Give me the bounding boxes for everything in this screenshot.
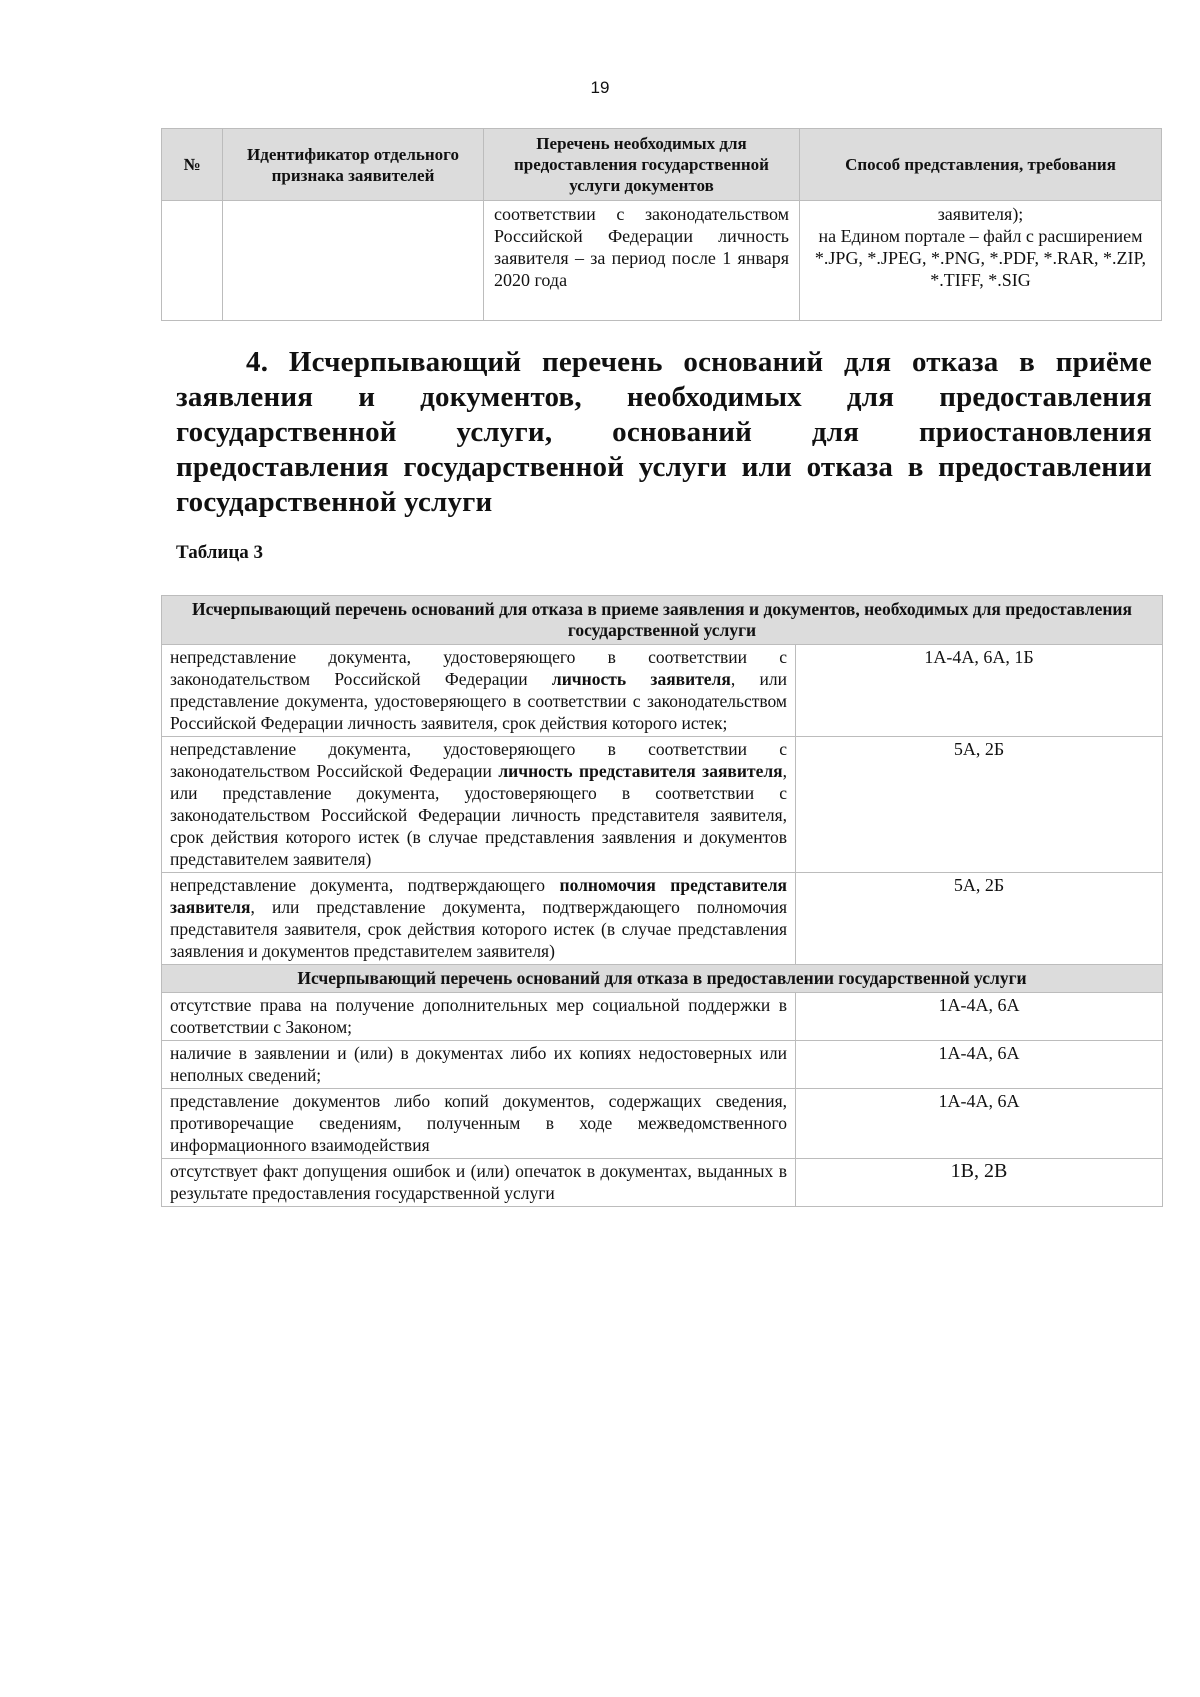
applicant-codes: 1В, 2В [796,1159,1163,1207]
ground-text: отсутствует факт допущения ошибок и (или) опечаток в документах, выданных в результате предоставления государственной услуги [162,1159,796,1207]
applicant-codes: 1А-4А, 6А [796,993,1163,1041]
table-header-row [162,129,1162,201]
ground-text: наличие в заявлении и (или) в документах либо их копиях недостоверных или неполных сведений; [162,1041,796,1089]
ground-text-part: непредставление документа, удостоверяющего в соответствии с законодательством Российской Федерации [170,739,787,781]
table-row [162,201,1162,321]
group-header-row [162,596,1163,645]
table-row [162,1041,1163,1089]
ground-text-part: , или представление документа, подтверждающего полномочия представителя заявителя, срок действия которого истек (в случае представления заявления и документов представителем заявителя) [170,897,787,961]
cell-identifier [223,201,484,321]
table-row [162,873,1163,965]
table-row [162,1089,1163,1159]
group-title-acceptance-refusal: Исчерпывающий перечень оснований для отказа в приеме заявления и документов, необходимых для предоставления государственной услуги [162,596,1163,645]
ground-text: отсутствие права на получение дополнительных мер социальной поддержки в соответствии с Законом; [162,993,796,1041]
ground-text [162,645,796,737]
section-heading: 4. Исчерпывающий перечень оснований для отказа в приёме заявления и документов, необходимых для предоставления государственной услуги, оснований для приостановления предоставления государственной услуги или отказа в предоставлении государственной услуги [176,346,1152,518]
applicant-codes: 1А-4А, 6А, 1Б [796,645,1163,737]
table-row [162,1159,1163,1207]
ground-text: представление документов либо копий документов, содержащих сведения, противоречащие сведениям, полученным в ходе межведомственного информационного взаимодействия [162,1089,796,1159]
ground-text-part: , или представление документа, удостоверяющего в соответствии с законодательством Российской Федерации личность заявителя, срок действия которого истек; [170,669,787,733]
ground-text-part: непредставление документа, подтверждающего [170,875,560,895]
refusal-grounds-table [161,595,1163,1207]
table-label: Таблица 3 [176,542,264,563]
page-number: 19 [590,78,610,97]
table-row [162,737,1163,873]
header-identifier: Идентификатор отдельного признака заявителей [223,129,484,201]
applicant-codes: 5А, 2Б [796,873,1163,965]
header-number: № [162,129,223,201]
ground-text-part: непредставление документа, удостоверяющего в соответствии с законодательством Российской Федерации [170,647,787,689]
group-header-row [162,965,1163,993]
ground-text-bold: полномочия представителя заявителя [170,875,787,917]
cell-documents: соответствии с законодательством Российской Федерации личность заявителя – за период после 1 января 2020 года [484,201,800,321]
table-row [162,645,1163,737]
ground-text-part: , или представление документа, удостоверяющего в соответствии с законодательством Российской Федерации личность представителя заявителя, срок действия которого истек (в случае представления заявления и документов представителем заявителя) [170,761,787,869]
applicant-codes: 5А, 2Б [796,737,1163,873]
cell-method: заявителя); на Едином портале – файл с расширением *.JPG, *.JPEG, *.PNG, *.PDF, *.RAR, *.ZIP, *.TIFF, *.SIG [800,201,1162,321]
ground-text-bold: личность представителя заявителя [498,761,783,781]
ground-text-bold: личность заявителя [551,669,731,689]
table-row [162,993,1163,1041]
cell-number [162,201,223,321]
applicant-codes: 1А-4А, 6А [796,1041,1163,1089]
applicant-codes: 1А-4А, 6А [796,1089,1163,1159]
group-title-service-refusal: Исчерпывающий перечень оснований для отказа в предоставлении государственной услуги [162,965,1163,993]
ground-text [162,873,796,965]
documents-table-continuation [161,128,1162,321]
header-documents: Перечень необходимых для предоставления государственной услуги документов [484,129,800,201]
header-method: Способ представления, требования [800,129,1162,201]
ground-text [162,737,796,873]
